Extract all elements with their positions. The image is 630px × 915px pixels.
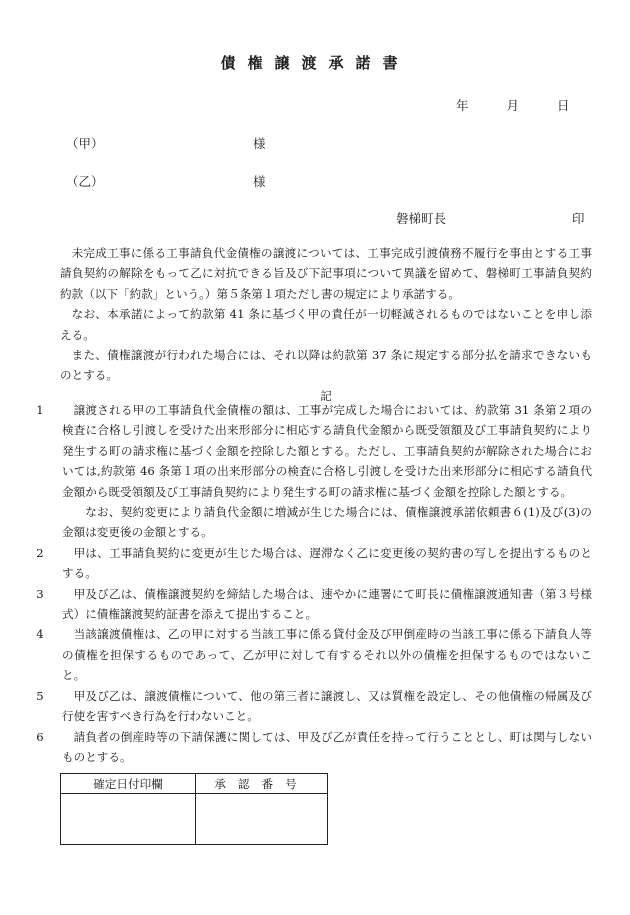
- item-number: 6: [36, 729, 44, 744]
- item-number: 2: [36, 545, 44, 560]
- mayor-name: 磐梯町長: [396, 211, 447, 226]
- list-item: [30, 400, 592, 543]
- date-stamp-header: 確定日付印欄: [61, 774, 196, 794]
- paragraph-note: なお、本承諾によって約款第 41 条に基づく甲の責任が一切軽減されるものではないことを申し添える。: [60, 307, 592, 342]
- party-otsu-label: （乙）: [66, 174, 104, 189]
- conditions-list: [30, 400, 592, 767]
- list-item: [30, 686, 592, 727]
- body-text: [60, 243, 592, 406]
- item-number: 4: [36, 627, 44, 642]
- item-text: 甲及び乙は、債権譲渡契約を締結した場合は、速やかに連署にて町長に債権譲渡通知書（第３号様式）に債権譲渡契約証書を添えて提出すること。: [62, 586, 592, 622]
- list-item: [30, 543, 592, 584]
- item-number: 1: [36, 403, 44, 417]
- seal-mark: 印: [572, 211, 585, 226]
- stamp-table: [60, 773, 328, 845]
- approval-number-cell[interactable]: [196, 794, 328, 845]
- item-number: 5: [36, 688, 44, 703]
- date-year: 年: [456, 98, 469, 113]
- party-ko-honorific: 様: [253, 136, 266, 151]
- date-row: [456, 96, 570, 114]
- item-text: 請負者の倒産時等の下請保護に関しては、甲及び乙が責任を持って行うこととし、町は関与しないものとする。: [62, 729, 592, 764]
- item-number: 3: [36, 586, 44, 601]
- ki-heading: 記: [320, 388, 332, 403]
- item-text: 甲及び乙は、譲渡債権について、他の第三者に譲渡し、又は質権を設定し、その他債権の帰属及び行使を害すべき行為を行わないこと。: [62, 688, 592, 724]
- approval-number-header: 承認番号: [196, 774, 328, 794]
- date-stamp-cell[interactable]: [61, 794, 196, 845]
- paragraph-partial-payment: また、債権譲渡が行われた場合には、それ以降は約款第 37 条に規定する部分払を請求できないものとする。: [60, 348, 592, 383]
- list-item: [30, 624, 592, 685]
- date-day: 日: [557, 98, 570, 113]
- party-otsu-honorific: 様: [253, 174, 266, 189]
- list-item: [30, 584, 592, 625]
- list-item: [30, 727, 592, 768]
- paragraph-main: 未完成工事に係る工事請負代金債権の譲渡については、工事完成引渡債務不履行を事由とする工事請負契約の解除をもって乙に対抗できる旨及び下記事項について異議を留めて、磐梯町工事請負契約約款（以下「約款」という。）第５条第１項ただし書の規定により承諾する。: [60, 246, 592, 301]
- item-subtext: なお、契約変更により請負代金額に増減が生じた場合には、債権譲渡承諾依頼書６(1)及び(3)の金額は変更後の金額とする。: [62, 505, 592, 540]
- document-title: 債権譲渡承諾書: [220, 54, 410, 72]
- item-text: 甲は、工事請負契約に変更が生じた場合は、遅滞なく乙に変更後の契約書の写しを提出するものとする。: [62, 545, 592, 581]
- party-ko-label: （甲）: [66, 136, 104, 151]
- date-month: 月: [506, 98, 520, 113]
- item-text: 譲渡される甲の工事請負代金債権の額は、工事が完成した場合においては、約款第 31 条第２項の検査に合格し引渡しを受けた出来形部分に相応する請負代金額から既受領額及び工事請負契約により発生する町の請求権に基づく金額を控除した額とする。ただし、工事請負契約が解除された場合においては,約款第 46 条第１項の出来形部分の検査に合格し引渡しを受けた出来形部分に相応する請負代金額から既受領額及び工事請負契約により発生する町の請求権に基づく金額を控除した額とする。: [62, 403, 592, 499]
- item-text: 当該譲渡債権は、乙の甲に対する当該工事に係る貸付金及び甲倒産時の当該工事に係る下請負人等の債権を担保するものであって、乙が甲に対して有するそれ以外の債権を担保するものではないこと。: [62, 627, 592, 683]
